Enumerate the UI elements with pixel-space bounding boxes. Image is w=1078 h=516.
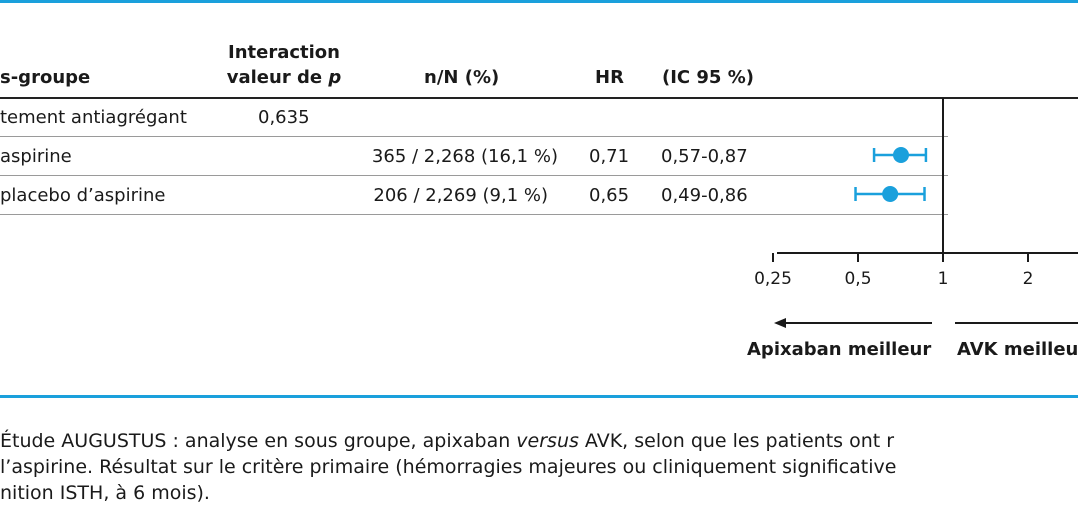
row-interaction: 0,635: [258, 107, 310, 128]
row-label: aspirine: [0, 146, 72, 167]
caption-line-2: l’aspirine. Résultat sur le critère primaire (hémorragies majeures ou cliniquement significative: [0, 456, 897, 478]
header-interaction-1: Interaction: [228, 42, 340, 63]
axis-tick-label: 1: [937, 269, 949, 289]
header-nN: n/N (%): [424, 67, 500, 88]
header-subgroup: s-groupe: [0, 67, 91, 88]
header-interaction-text: valeur de: [226, 67, 323, 88]
row-nN: 365 / 2,268 (16,1 %): [371, 146, 558, 167]
figure-caption: [0, 428, 1078, 506]
row-label: tement antiagrégant: [0, 107, 187, 128]
row-nN: 206 / 2,269 (9,1 %): [373, 185, 548, 206]
caption-text-2: AVK, selon que les patients ont r: [578, 430, 895, 452]
row-label: placebo d’aspirine: [0, 185, 166, 206]
hr-point: [882, 186, 898, 202]
axis-tick-label: 2: [1022, 269, 1034, 289]
caption-line-3: nition ISTH, à 6 mois).: [0, 482, 210, 504]
hr-point: [893, 147, 909, 163]
avk-better-label: AVK meilleu: [957, 339, 1078, 360]
axis-ticks: [754, 253, 1033, 289]
caption-text-1: Étude AUGUSTUS : analyse en sous groupe, apixaban: [0, 430, 517, 452]
caption-italic: versus: [516, 430, 579, 452]
header-ci: (IC 95 %): [662, 67, 754, 88]
left-arrow-head: [774, 318, 786, 328]
row-ci: 0,49-0,86: [661, 185, 748, 206]
row-ci: 0,57-0,87: [661, 146, 748, 167]
row-hr: 0,65: [589, 185, 630, 206]
header-interaction-p: p: [328, 67, 342, 88]
apixaban-better-label: Apixaban meilleur: [747, 339, 932, 360]
header-hr: HR: [595, 67, 624, 88]
caption-line-1: [0, 428, 1078, 454]
axis-tick-label: 0,25: [754, 269, 792, 289]
axis-tick-label: 0,5: [844, 269, 872, 289]
row-hr: 0,71: [589, 146, 630, 167]
hr-points: [856, 147, 926, 202]
